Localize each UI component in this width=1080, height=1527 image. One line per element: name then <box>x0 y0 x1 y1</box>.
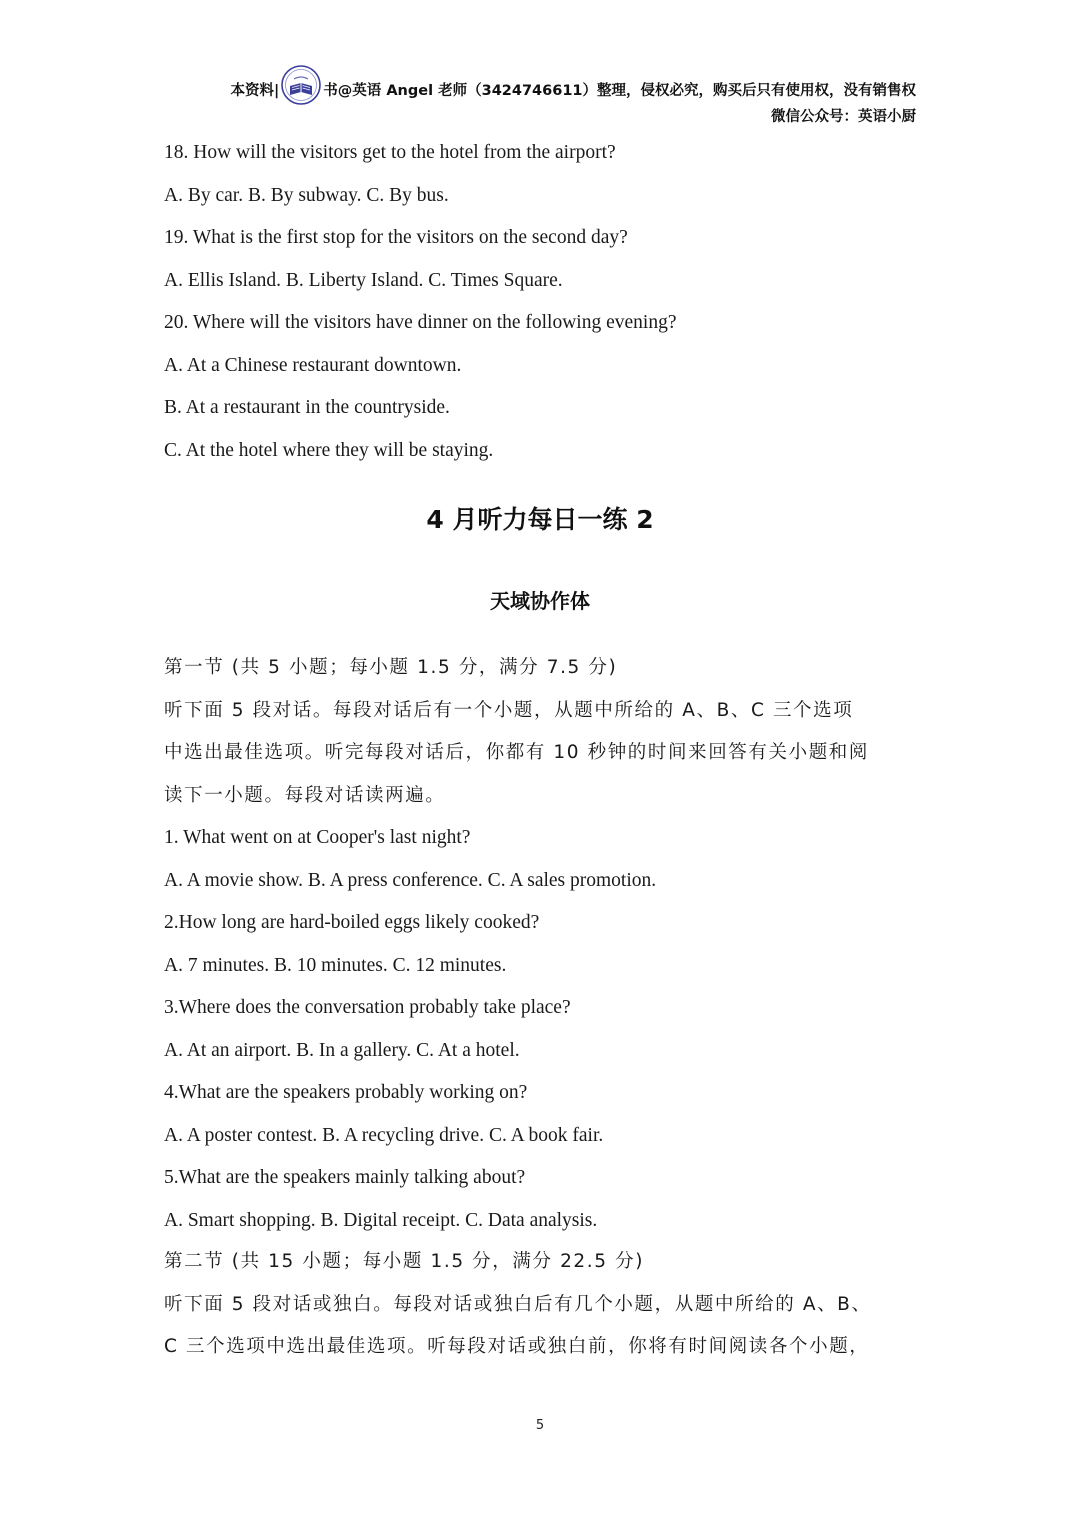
header-prefix: 本资料| <box>230 83 280 99</box>
options-line: A. At a Chinese restaurant downtown. <box>164 354 462 376</box>
page-header <box>156 76 916 128</box>
options-line: A. At an airport. B. In a gallery. C. At a hotel. <box>164 1039 520 1061</box>
questions-top <box>164 132 920 472</box>
document-title: 4 月听力每日一练 2 <box>426 505 654 534</box>
options-line: B. At a restaurant in the countryside. <box>164 397 450 418</box>
header-line-1 <box>156 76 916 106</box>
question-line: 1. What went on at Cooper's last night? <box>164 827 471 848</box>
section-1-heading: 第一节 (共 5 小题；每小题 1.5 分，满分 7.5 分) <box>164 657 618 678</box>
options-line: A. Ellis Island. B. Liberty Island. C. Times Square. <box>164 269 563 291</box>
question-line: 2.How long are hard-boiled eggs likely cooked? <box>164 912 540 933</box>
section-2-heading: 第二节 (共 15 小题；每小题 1.5 分，满分 22.5 分) <box>164 1251 645 1272</box>
header-notice: 书@英语 Angel 老师（3424746611）整理，侵权必究，购买后只有使用权，没有销售权 <box>323 83 916 99</box>
options-line: C. At the hotel where they will be staying. <box>164 439 494 461</box>
section-1 <box>164 647 920 1242</box>
options-line: A. Smart shopping. B. Digital receipt. C. Data analysis. <box>164 1209 598 1231</box>
question-line: 20. Where will the visitors have dinner on the following evening? <box>164 312 677 333</box>
document-author: 天域协作体 <box>490 589 590 613</box>
question-line: 4.What are the speakers probably working on? <box>164 1082 528 1103</box>
instruction-line: 听下面 5 段对话或独白。每段对话或独白后有几个小题，从题中所给的 A、B、 <box>164 1293 872 1315</box>
question-line: 19. What is the first stop for the visitors on the second day? <box>164 227 628 248</box>
options-line: A. By car. B. By subway. C. By bus. <box>164 184 449 206</box>
question-line: 5.What are the speakers mainly talking about? <box>164 1167 526 1188</box>
book-logo-icon <box>280 64 322 106</box>
question-line: 18. How will the visitors get to the hotel from the airport? <box>164 142 616 163</box>
header-line-2: 微信公众号：英语小厨 <box>771 109 916 125</box>
options-line: A. A movie show. B. A press conference. C. A sales promotion. <box>164 869 657 891</box>
instruction-line: C 三个选项中选出最佳选项。听每段对话或独白前，你将有时间阅读各个小题， <box>164 1336 870 1357</box>
options-line: A. 7 minutes. B. 10 minutes. C. 12 minutes. <box>164 954 507 976</box>
options-line: A. A poster contest. B. A recycling drive. C. A book fair. <box>164 1124 604 1146</box>
question-line: 3.Where does the conversation probably take place? <box>164 997 571 1018</box>
instruction-line: 中选出最佳选项。听完每段对话后，你都有 10 秒钟的时间来回答有关小题和阅 <box>164 742 870 763</box>
instruction-line: 听下面 5 段对话。每段对话后有一个小题，从题中所给的 A、B、C 三个选项 <box>164 699 854 721</box>
instruction-line: 读下一小题。每段对话读两遍。 <box>164 784 446 806</box>
section-2 <box>164 1241 920 1369</box>
page-number: 5 <box>535 1418 545 1433</box>
